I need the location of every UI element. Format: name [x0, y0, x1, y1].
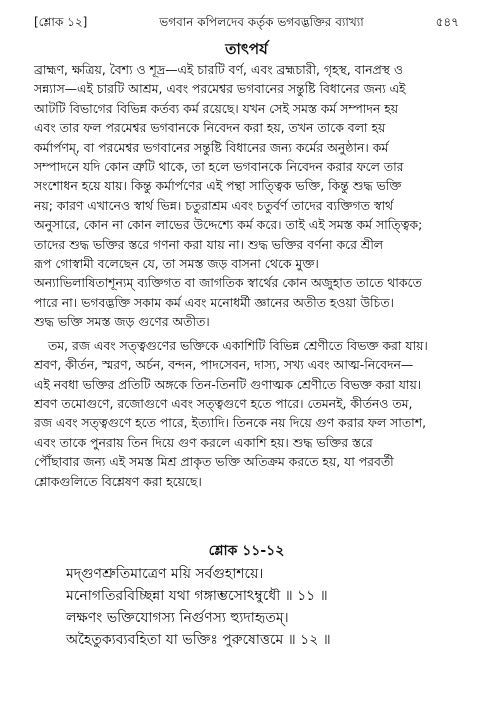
- sanskrit-verse: [34, 563, 459, 651]
- text-line: পৌঁছাবার জন্য এই সমস্ত মিশ্র প্রাকৃত ভক্তি অতিক্রম করতে হয়, যা পরবর্তী: [34, 454, 394, 470]
- running-header: [34, 14, 459, 34]
- verse-line: মনোগতিরবিচ্ছিন্না যথা গঙ্গাম্ভসোঽম্বুধৌ ॥ ১১ ॥: [66, 587, 328, 604]
- verse-line: মদ্গুণশ্রুতিমাত্রেণ ময়ি সর্বগুহাশয়ে।: [66, 565, 264, 582]
- purport-paragraph-2: [34, 336, 459, 491]
- text-line: অন্যাভিলাষিতাশূন্যম্ ব্যক্তিগত বা জাগতিক স্বার্থের কোন অজুহাত তাতে থাকতে: [34, 275, 422, 291]
- text-line: পারে না। ভগবদ্ভক্তি সকাম কর্ম এবং মনোধর্মী জ্ঞানের অতীত হওয়া উচিত।: [34, 294, 394, 310]
- text-line: এই নবধা ভক্তির প্রতিটি অঙ্গকে তিন-তিনটি গুণাত্মক শ্রেণীতে বিভক্ত করা যায়।: [34, 376, 422, 392]
- text-line: সংশোধন হয়ে যায়। কিন্তু কর্মার্পণের এই পন্থা সাত্ত্বিক ভক্তি, কিন্তু শুদ্ধ ভক্তি: [34, 178, 402, 194]
- text-line: শ্লোকগুলিতে বিশ্লেষণ করা হয়েছে।: [34, 473, 202, 489]
- purport-paragraph-1: [34, 60, 459, 332]
- text-line: নয়; কারণ এখানেও স্বার্থ ভিন্ন। চতুরাশ্রম এবং চতুর্বর্ণ তাদের ব্যক্তিগত স্বার্থ: [34, 197, 394, 213]
- text-line: তম, রজ এবং সত্ত্বগুণের ভক্তিকে একাশিটি বিভিন্ন শ্রেণীতে বিভক্ত করা যায়।: [48, 337, 428, 353]
- text-line: কর্মার্পণম্, বা পরমেশ্বর ভগবানের সন্তুষ্টি বিধানের জন্য কর্মের অনুষ্ঠান। কর্ম: [34, 139, 389, 155]
- text-line: সন্ন্যাস—এই চারটি আশ্রম, এবং পরমেশ্বর ভগবানের সন্তুষ্টি বিধানের জন্য এই: [34, 81, 406, 97]
- text-line: তাদের শুদ্ধ ভক্তির স্তরে গণনা করা যায় না। শুদ্ধ ভক্তির বর্ণনা করে শ্রীল: [34, 236, 384, 252]
- text-line: সম্পাদনে যদি কোন ত্রুটি থাকে, তা হলে ভগবানকে নিবেদন করার ফলে তার: [34, 159, 404, 175]
- verse-line: লক্ষণং ভক্তিযোগস্য নির্গুণস্য হ্যুদাহৃতম্।: [66, 609, 289, 626]
- text-line: এবং তাকে পুনরায় তিন দিয়ে গুণ করলে একাশি হয়। শুদ্ধ ভক্তির স্তরে: [34, 434, 373, 450]
- verse-line: অহৈতুক্যব্যবহিতা যা ভক্তিঃ পুরুষোত্তমে ॥ ১২ ॥: [66, 631, 331, 648]
- text-line: অনুসারে, কোন না কোন লাভের উদ্দেশ্যে কর্ম করে। তাই এই সমস্ত কর্ম সাত্ত্বিক;: [34, 217, 423, 233]
- text-line: আটটি বিভাগের বিভিন্ন কর্তব্য কর্ম রয়েছে। যখন সেই সমস্ত কর্ম সম্পাদন হয়: [34, 100, 399, 116]
- text-line: এবং তার ফল পরমেশ্বর ভগবানকে নিবেদন করা হয়, তখন তাকে বলা হয়: [34, 120, 386, 136]
- text-line: শুদ্ধ ভক্তি সমস্ত জড় গুণের অতীত।: [34, 314, 210, 330]
- verse-heading: শ্লোক ১১-১২: [208, 542, 285, 559]
- text-line: রজ এবং সত্ত্বগুণে হতে পারে, ইত্যাদি। তিনকে নয় দিয়ে গুণ করার ফল সাতাশ,: [34, 415, 427, 431]
- header-verse-ref: [শ্লোক ১২]: [34, 15, 88, 29]
- text-line: রূপ গোস্বামী বলেছেন যে, তা সমস্ত জড় বাসনা থেকে মুক্ত।: [34, 256, 319, 272]
- header-chapter-title: ভগবান কপিলদেব কর্তৃক ভগবদ্ভক্তির ব্যাখ্যা: [159, 15, 364, 29]
- text-line: শ্রবণ, কীর্তন, স্মরণ, অর্চন, বন্দন, পাদসেবন, দাস্য, সখ্য এবং আত্ম-নিবেদন—: [34, 357, 414, 373]
- text-line: ব্রাহ্মণ, ক্ষত্রিয়, বৈশ্য ও শূদ্র—এই চারটি বর্ণ, এবং ব্রহ্মচারী, গৃহস্থ, বানপ্রস্থ ও: [34, 62, 403, 77]
- text-line: শ্রবণ তমোগুণে, রজোগুণে এবং সত্ত্বগুণে হতে পারে। তেমনই, কীর্তনও তম,: [34, 395, 413, 411]
- section-title: তাৎপর্য: [225, 40, 268, 58]
- page-number: ৫৪৭: [435, 15, 459, 29]
